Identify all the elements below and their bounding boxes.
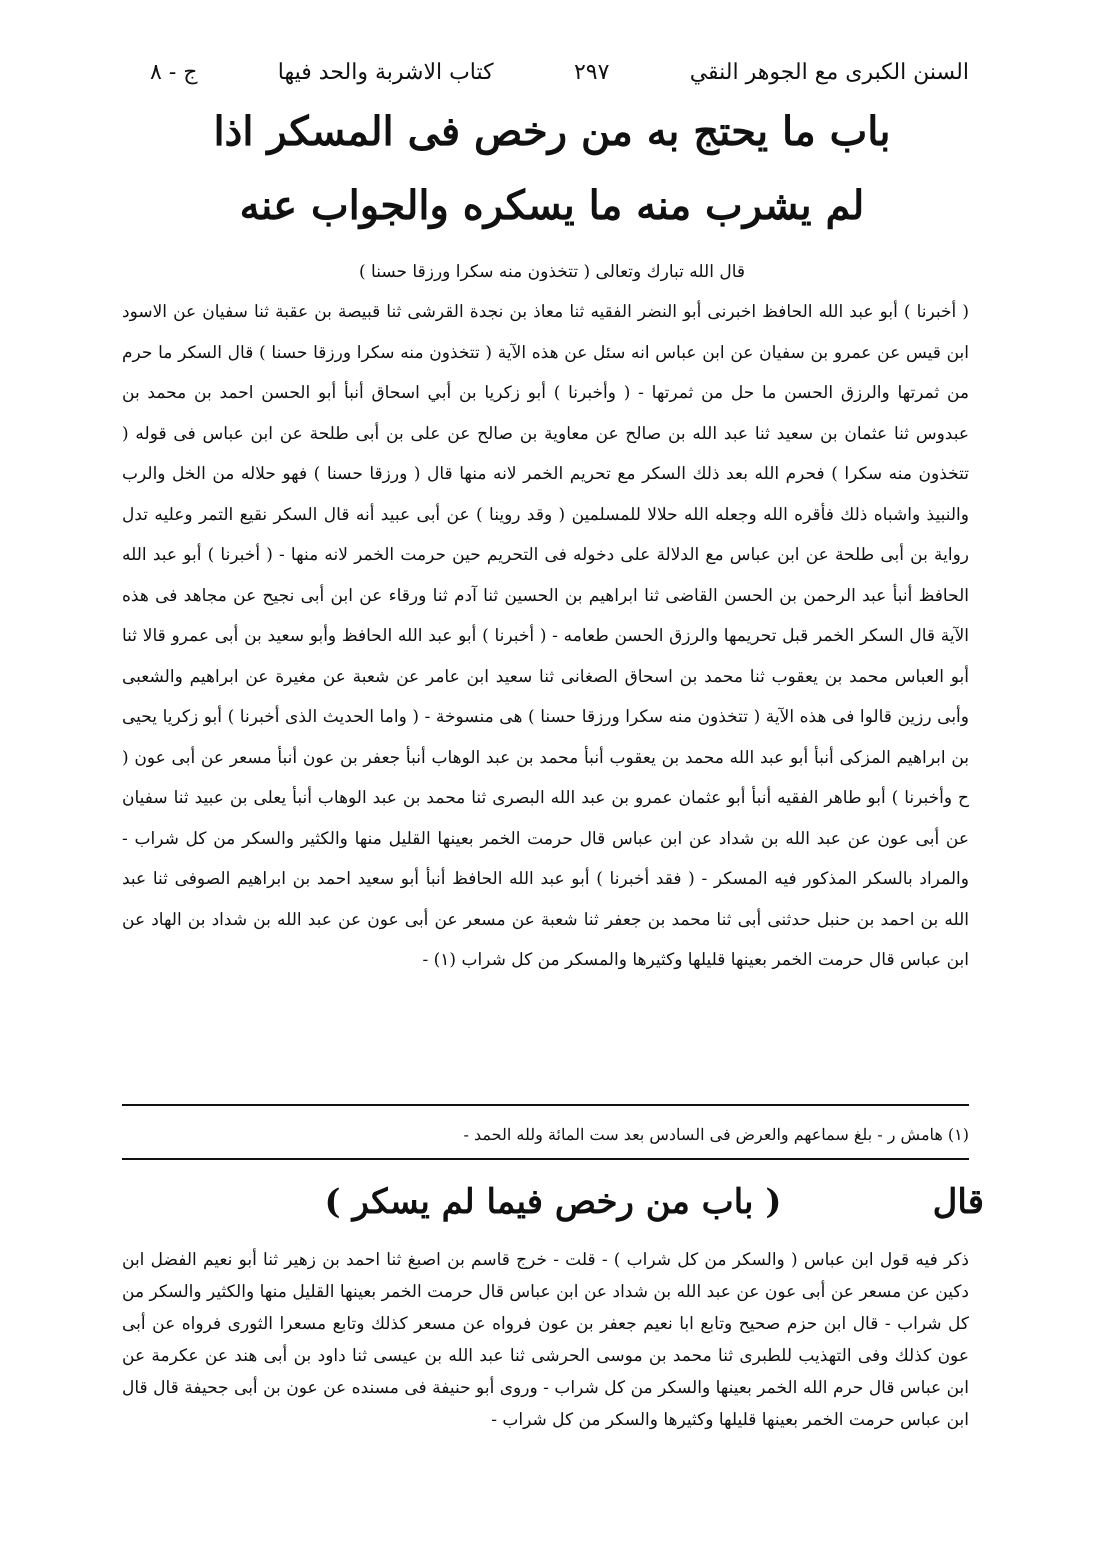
footnote: (١) هامش ر - بلغ سماعهم والعرض فى السادس بعد ست المائة ولله الحمد - (463, 1125, 969, 1144)
footnote-divider (122, 1104, 969, 1106)
chapter-title-line-1: باب ما يحتج به من رخص فى المسكر اذا (213, 108, 891, 155)
commentary-heading (122, 1178, 984, 1230)
volume-number: ج - ٨ (150, 59, 198, 85)
commentary-qala: قال (932, 1182, 984, 1222)
running-head (150, 52, 969, 92)
main-body-text: ( أخبرنا ) أبو عبد الله الحافظ اخبرنى أبو النضر الفقيه ثنا معاذ بن نجدة القرشى ثنا قبيصة بن عقبة ثنا سفيان عن الاسود ابن قيس عن عمرو بن سفيان عن ابن عباس انه سئل عن هذه الآية ( تتخذون منه سكرا ورزقا حسنا ) قال السكر ما حرم من ثمرتها والرزق الحسن ما حل من ثمرتها - ( وأخبرنا ) أبو زكريا بن أبي اسحاق أنبأ أبو الحسن احمد بن محمد بن عبدوس ثنا عثمان بن سعيد ثنا عبد الله بن صالح عن معاوية بن صالح عن على بن أبى طلحة عن ابن عباس فى قوله ( تتخذون منه سكرا ) فحرم الله بعد ذلك السكر مع تحريم الخمر لانه منها قال ( ورزقا حسنا ) فهو حلاله من الخل والرب والنبيذ واشباه ذلك فأقره الله وجعله الله حلالا للمسلمين ( وقد روينا ) عن أبى عبيد أنه قال السكر نقيع التمر وعليه تدل رواية بن أبى طلحة عن ابن عباس مع الدلالة على دخوله فى التحريم حين حرمت الخمر لانه منها - ( أخبرنا ) أبو عبد الله الحافظ أنبأ عبد الرحمن بن الحسن القاضى ثنا ابراهيم بن الحسين ثنا آدم ثنا ورقاء عن ابن أبى نجيح عن مجاهد فى هذه الآية قال السكر الخمر قبل تحريمها والرزق الحسن طعامه - ( أخبرنا ) أبو عبد الله الحافظ وأبو سعيد بن أبى عمرو قالا ثنا أبو العباس محمد بن يعقوب ثنا محمد بن اسحاق الصغانى ثنا سعيد ابن عامر عن شعبة عن مغيرة عن ابراهيم والشعبى وأبى رزين قالوا فى هذه الآية ( تتخذون منه سكرا ورزقا حسنا ) هى منسوخة - ( واما الحديث الذى أخبرنا ) أبو زكريا يحيى بن ابراهيم المزكى أنبأ أبو عبد الله محمد بن يعقوب أنبأ محمد بن عبد الوهاب أنبأ جعفر بن عون أنبأ مسعر عن أبى عون ( ح وأخبرنا ) أبو طاهر الفقيه أنبأ أبو عثمان عمرو بن عبد الله البصرى ثنا محمد بن عبد الوهاب أنبأ يعلى بن عبيد ثنا سفيان عن أبى عون عن عبد الله بن شداد عن ابن عباس قال حرمت الخمر بعينها القليل منها والكثير والسكر من كل شراب - والمراد بالسكر المذكور فيه المسكر - ( فقد أخبرنا ) أبو عبد الله الحافظ أنبأ أبو سعيد احمد بن ابراهيم الصوفى ثنا عبد الله بن احمد بن حنبل حدثنى أبى ثنا محمد بن جعفر ثنا شعبة عن مسعر عن أبى عون عن عبد الله بن شداد بن الهاد عن ابن عباس قال حرمت الخمر بعينها قليلها وكثيرها والمسكر من كل شراب (١) - (122, 302, 969, 970)
commentary-body-text: ذكر فيه قول ابن عباس ( والسكر من كل شراب ) - قلت - خرج قاسم بن اصبغ ثنا احمد بن زهير ثنا أبو نعيم الفضل ابن دكين عن مسعر عن أبى عون عن عبد الله بن شداد عن ابن عباس قال حرمت الخمر بعينها القليل منها والكثير والسكر من كل شراب - قال ابن حزم صحيح وتابع ابا نعيم جعفر بن عون فرواه عن مسعر كذلك وتابع مسعرا الثورى فرواه عن أبى عون كذلك وفى التهذيب للطبرى ثنا محمد بن موسى الحرشى ثنا عبد الله بن عيسى ثنا داود بن أبى هند عن عكرمة عن ابن عباس قال حرم الله الخمر بعينها والسكر من كل شراب - وروى أبو حنيفة فى مسنده عن عون بن أبى جحيفة قال قال ابن عباس حرمت الخمر بعينها قليلها وكثيرها والسكر من كل شراب - (122, 1250, 969, 1430)
commentary-title: ( باب من رخص فيما لم يسكر ) (324, 1182, 782, 1222)
page-number: ٢٩٧ (573, 59, 610, 85)
quran-verse-intro: قال الله تبارك وتعالى ( تتخذون منه سكرا ورزقا حسنا ) (359, 262, 745, 282)
commentary-divider (122, 1158, 969, 1160)
chapter-title-line-2: لم يشرب منه ما يسكره والجواب عنه (239, 182, 865, 229)
section-title: كتاب الاشربة والحد فيها (277, 59, 494, 85)
book-title: السنن الكبرى مع الجوهر النقي (689, 59, 969, 85)
